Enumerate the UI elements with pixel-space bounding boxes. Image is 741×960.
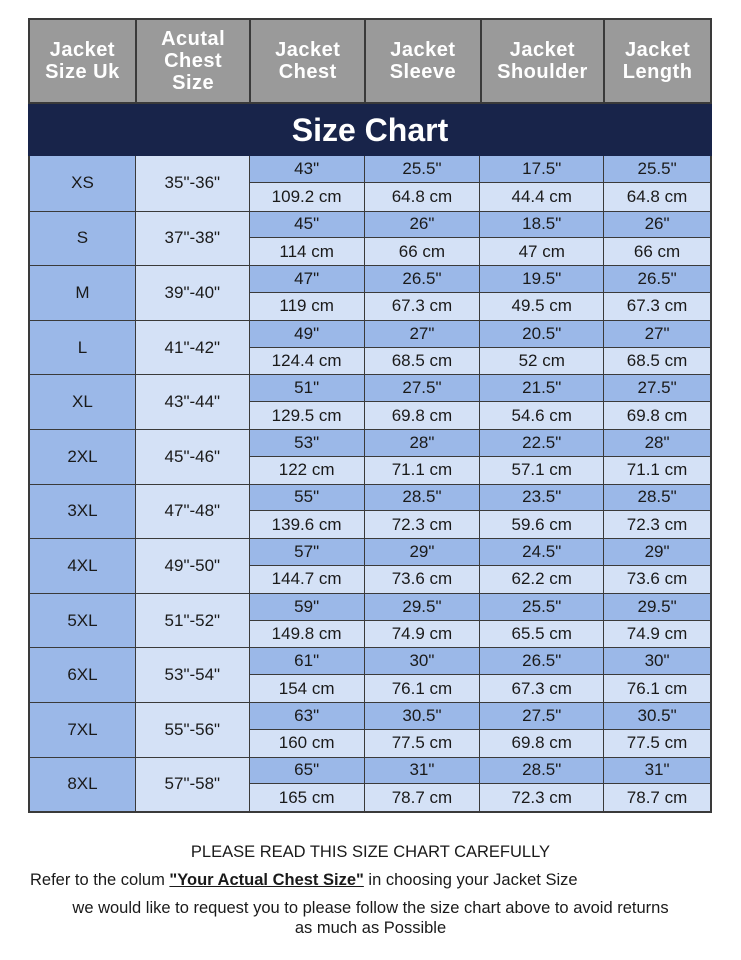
actual-chest-cell: 39"-40" [136,266,250,320]
table-body [28,156,712,813]
sleeve-inches: 31" [365,758,480,785]
table-header [28,18,712,104]
actual-chest-cell: 49"-50" [136,539,250,593]
shoulder-cm: 49.5 cm [480,293,603,320]
shoulder-inches: 24.5" [480,539,603,566]
length-cell [604,212,710,266]
chest-cm: 144.7 cm [250,566,364,593]
sleeve-cm: 74.9 cm [365,621,480,648]
actual-chest-cell: 53"-54" [136,648,250,702]
table-row [30,702,710,757]
chest-cm: 114 cm [250,238,364,265]
chest-cm: 129.5 cm [250,402,364,429]
size-cell: M [30,266,136,320]
shoulder-inches: 21.5" [480,375,603,402]
length-cm: 77.5 cm [604,730,710,757]
chest-cell [250,321,365,375]
sleeve-cell [365,648,481,702]
chest-inches: 63" [250,703,364,730]
shoulder-inches: 25.5" [480,594,603,621]
shoulder-cm: 67.3 cm [480,675,603,702]
sleeve-cell [365,430,481,484]
chest-inches: 61" [250,648,364,675]
table-row [30,156,710,211]
chest-cell [250,539,365,593]
chest-cell [250,156,365,211]
shoulder-cell [480,703,604,757]
sleeve-inches: 29" [365,539,480,566]
sleeve-cell [365,539,481,593]
table-row [30,320,710,375]
length-cm: 74.9 cm [604,621,710,648]
length-cm: 73.6 cm [604,566,710,593]
size-chart-table [28,18,712,813]
length-inches: 30.5" [604,703,710,730]
sleeve-cell [365,758,481,812]
sleeve-inches: 27.5" [365,375,480,402]
actual-chest-cell: 43"-44" [136,375,250,429]
note-request [0,898,741,938]
length-inches: 28.5" [604,485,710,512]
size-cell: S [30,212,136,266]
length-cm: 64.8 cm [604,183,710,210]
size-cell: 4XL [30,539,136,593]
sleeve-cm: 78.7 cm [365,784,480,811]
length-cm: 76.1 cm [604,675,710,702]
shoulder-cell [480,321,604,375]
chest-cell [250,648,365,702]
sleeve-cell [365,485,481,539]
sleeve-inches: 28.5" [365,485,480,512]
length-cm: 66 cm [604,238,710,265]
shoulder-cm: 65.5 cm [480,621,603,648]
chest-cm: 122 cm [250,457,364,484]
length-cell [604,594,710,648]
sleeve-inches: 28" [365,430,480,457]
sleeve-cell [365,703,481,757]
table-row [30,429,710,484]
table-row [30,211,710,266]
sleeve-cm: 71.1 cm [365,457,480,484]
length-cell [604,266,710,320]
size-cell: 3XL [30,485,136,539]
chest-cell [250,703,365,757]
actual-chest-cell: 41"-42" [136,321,250,375]
chest-inches: 59" [250,594,364,621]
header-jacket-size-uk: Jacket Size Uk [30,20,137,102]
shoulder-cell [480,430,604,484]
chest-cell [250,758,365,812]
chest-inches: 49" [250,321,364,348]
header-jacket-sleeve: Jacket Sleeve [366,20,482,102]
shoulder-inches: 26.5" [480,648,603,675]
sleeve-cell [365,156,481,211]
chart-title: Size Chart [28,104,712,156]
chest-cm: 149.8 cm [250,621,364,648]
actual-chest-cell: 45"-46" [136,430,250,484]
sleeve-inches: 30.5" [365,703,480,730]
size-cell: 8XL [30,758,136,812]
size-cell: 2XL [30,430,136,484]
length-cm: 72.3 cm [604,511,710,538]
length-cm: 71.1 cm [604,457,710,484]
shoulder-cell [480,212,604,266]
shoulder-cm: 47 cm [480,238,603,265]
chest-inches: 51" [250,375,364,402]
shoulder-inches: 27.5" [480,703,603,730]
actual-chest-cell: 57"-58" [136,758,250,812]
header-actual-chest-size: Acutal Chest Size [137,20,252,102]
size-cell: XS [30,156,136,211]
sleeve-inches: 25.5" [365,156,480,183]
length-inches: 27" [604,321,710,348]
chest-cm: 160 cm [250,730,364,757]
shoulder-cm: 44.4 cm [480,183,603,210]
shoulder-cm: 59.6 cm [480,511,603,538]
shoulder-inches: 19.5" [480,266,603,293]
shoulder-cm: 52 cm [480,348,603,375]
length-cell [604,430,710,484]
length-inches: 26.5" [604,266,710,293]
length-inches: 27.5" [604,375,710,402]
notes [0,842,741,938]
length-inches: 31" [604,758,710,785]
size-cell: XL [30,375,136,429]
length-inches: 26" [604,212,710,239]
shoulder-cell [480,266,604,320]
shoulder-inches: 20.5" [480,321,603,348]
shoulder-cm: 69.8 cm [480,730,603,757]
shoulder-inches: 23.5" [480,485,603,512]
sleeve-cell [365,212,481,266]
shoulder-cm: 57.1 cm [480,457,603,484]
sleeve-cell [365,321,481,375]
shoulder-cm: 54.6 cm [480,402,603,429]
note-request-line1: we would like to request you to please follow the size chart above to avoid returns [72,899,669,917]
chest-cell [250,430,365,484]
actual-chest-cell: 51"-52" [136,594,250,648]
sleeve-cm: 73.6 cm [365,566,480,593]
length-inches: 29.5" [604,594,710,621]
chest-cm: 154 cm [250,675,364,702]
sleeve-inches: 30" [365,648,480,675]
table-row [30,647,710,702]
shoulder-inches: 18.5" [480,212,603,239]
note-refer-column [30,870,741,890]
length-cm: 78.7 cm [604,784,710,811]
actual-chest-cell: 55"-56" [136,703,250,757]
table-row [30,757,710,812]
chest-inches: 53" [250,430,364,457]
header-jacket-shoulder: Jacket Shoulder [482,20,605,102]
chest-cm: 124.4 cm [250,348,364,375]
sleeve-cm: 77.5 cm [365,730,480,757]
table-row [30,374,710,429]
length-cell [604,539,710,593]
chest-cell [250,594,365,648]
sleeve-cell [365,375,481,429]
sleeve-cm: 72.3 cm [365,511,480,538]
length-inches: 28" [604,430,710,457]
chest-cm: 119 cm [250,293,364,320]
actual-chest-cell: 35"-36" [136,156,250,211]
shoulder-cm: 72.3 cm [480,784,603,811]
length-inches: 30" [604,648,710,675]
header-jacket-length: Jacket Length [622,39,693,83]
chest-cm: 139.6 cm [250,511,364,538]
length-cell [604,375,710,429]
table-row [30,265,710,320]
header-jacket-chest: Jacket Chest [251,20,366,102]
length-inches: 25.5" [604,156,710,183]
length-cell [604,648,710,702]
shoulder-cm: 62.2 cm [480,566,603,593]
chest-inches: 43" [250,156,364,183]
shoulder-cell [480,485,604,539]
shoulder-cell [480,156,604,211]
shoulder-cell [480,648,604,702]
chest-inches: 55" [250,485,364,512]
sleeve-inches: 26.5" [365,266,480,293]
shoulder-inches: 28.5" [480,758,603,785]
table-row [30,538,710,593]
note-refer-bold: "Your Actual Chest Size" [169,871,364,889]
length-inches: 29" [604,539,710,566]
shoulder-inches: 17.5" [480,156,603,183]
shoulder-inches: 22.5" [480,430,603,457]
chest-inches: 45" [250,212,364,239]
note-refer-pre: Refer to the colum [30,871,170,889]
length-cm: 69.8 cm [604,402,710,429]
chest-inches: 57" [250,539,364,566]
length-cell [604,758,710,812]
length-cell [604,156,710,211]
shoulder-cell [480,539,604,593]
shoulder-cell [480,375,604,429]
table-row [30,484,710,539]
chest-inches: 47" [250,266,364,293]
sleeve-inches: 27" [365,321,480,348]
size-cell: L [30,321,136,375]
size-cell: 6XL [30,648,136,702]
sleeve-cell [365,266,481,320]
length-cm: 67.3 cm [604,293,710,320]
sleeve-cm: 67.3 cm [365,293,480,320]
chest-cell [250,212,365,266]
actual-chest-cell: 37"-38" [136,212,250,266]
table-row [30,593,710,648]
sleeve-inches: 26" [365,212,480,239]
sleeve-cm: 69.8 cm [365,402,480,429]
chest-cell [250,485,365,539]
sleeve-cm: 76.1 cm [365,675,480,702]
size-cell: 5XL [30,594,136,648]
length-cell [604,703,710,757]
chest-cm: 109.2 cm [250,183,364,210]
sleeve-inches: 29.5" [365,594,480,621]
length-cell [604,485,710,539]
actual-chest-cell: 47"-48" [136,485,250,539]
size-cell: 7XL [30,703,136,757]
sleeve-cell [365,594,481,648]
length-cell [604,321,710,375]
sleeve-cm: 66 cm [365,238,480,265]
chest-cm: 165 cm [250,784,364,811]
chest-inches: 65" [250,758,364,785]
note-request-line2: as much as Possible [294,919,447,937]
sleeve-cm: 64.8 cm [365,183,480,210]
chest-cell [250,266,365,320]
chest-cell [250,375,365,429]
length-cm: 68.5 cm [604,348,710,375]
note-refer-post: in choosing your Jacket Size [363,871,578,889]
note-read-carefully: PLEASE READ THIS SIZE CHART CAREFULLY [190,843,551,861]
shoulder-cell [480,758,604,812]
sleeve-cm: 68.5 cm [365,348,480,375]
shoulder-cell [480,594,604,648]
